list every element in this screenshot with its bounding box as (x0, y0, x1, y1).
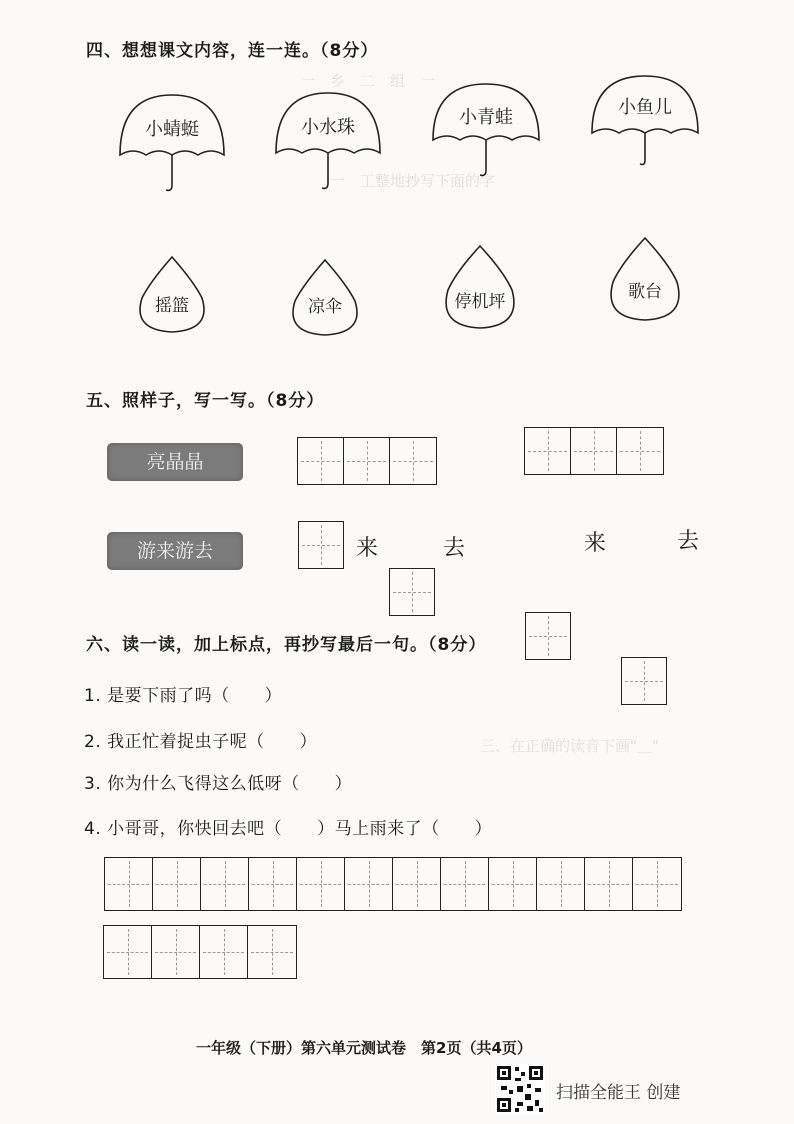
char-lai-2: 来 (584, 531, 607, 556)
answer-cell-2[interactable] (389, 568, 435, 616)
grid-cell[interactable] (344, 438, 390, 484)
drop-label-apron: 停机坪 (454, 292, 506, 312)
grid-cell[interactable] (537, 858, 585, 910)
example-liangjingjing: 亮晶晶 (107, 443, 243, 481)
section4-heading: 四、想想课文内容，连一连。（8分） (86, 41, 379, 61)
grid-cell[interactable] (441, 858, 489, 910)
umbrella-label-dragonfly: 小蜻蜓 (145, 119, 199, 140)
grid-cell[interactable] (345, 858, 393, 910)
grid-cell[interactable] (633, 858, 681, 910)
umbrella-group (0, 0, 794, 360)
char-qu-2: 去 (677, 529, 700, 554)
grid-cell[interactable] (585, 858, 633, 910)
answer-cell-4[interactable] (621, 657, 667, 705)
umbrella-icon (276, 93, 380, 188)
answer-cell-1[interactable] (298, 521, 344, 569)
drop-label-cradle: 摇篮 (155, 296, 189, 316)
drop-label-stage: 歌台 (628, 282, 662, 302)
example-youlaiyouqu: 游来游去 (107, 532, 243, 570)
section6-heading: 六、读一读，加上标点，再抄写最后一句。（8分） (86, 635, 487, 655)
page-footer: 一年级（下册）第六单元测试卷 第2页（共4页） (196, 1039, 532, 1057)
grid-cell[interactable] (200, 926, 248, 978)
answer-grid-2[interactable] (524, 427, 664, 475)
grid-cell[interactable] (248, 926, 296, 978)
scanner-credit: 扫描全能王 创建 (556, 1083, 681, 1103)
copy-grid-row-1[interactable] (104, 857, 682, 911)
sentence-4: 4. 小哥哥，你快回去吧（ ）马上雨来了（ ） (84, 819, 493, 839)
umbrella-label-frog: 小青蛙 (459, 107, 513, 128)
grid-cell[interactable] (393, 858, 441, 910)
qr-code-icon (495, 1064, 545, 1114)
grid-cell[interactable] (201, 858, 249, 910)
umbrella-icon (433, 84, 539, 175)
grid-cell[interactable] (249, 858, 297, 910)
char-qu-1: 去 (443, 536, 466, 561)
drop-label-parasol: 凉伞 (308, 297, 342, 317)
grid-cell[interactable] (525, 428, 571, 474)
grid-cell[interactable] (489, 858, 537, 910)
umbrella-icon (592, 76, 698, 165)
bleed-through-text: 一 乡 二 组 一 (300, 72, 436, 90)
sentence-2: 2. 我正忙着捉虫子呢（ ） (84, 732, 318, 752)
grid-cell[interactable] (152, 926, 200, 978)
answer-grid-1[interactable] (297, 437, 437, 485)
section5-heading: 五、照样子，写一写。（8分） (86, 391, 325, 411)
sentence-3: 3. 你为什么飞得这么低呀（ ） (84, 774, 353, 794)
grid-cell[interactable] (104, 926, 152, 978)
sentence-1: 1. 是要下雨了吗（ ） (84, 686, 283, 706)
grid-cell[interactable] (617, 428, 663, 474)
umbrella-label-fish: 小鱼儿 (618, 97, 672, 118)
grid-cell[interactable] (153, 858, 201, 910)
bleed-through-text: 三、在正确的读音下画"＿" (480, 737, 659, 755)
char-lai-1: 来 (356, 536, 379, 561)
umbrella-label-waterdrop: 小水珠 (301, 117, 355, 138)
answer-cell-3[interactable] (525, 612, 571, 660)
copy-grid-row-2[interactable] (103, 925, 297, 979)
bleed-through-text: 一 工整地抄写下面的字 (330, 172, 496, 190)
umbrella-icon (120, 95, 224, 190)
grid-cell[interactable] (298, 438, 344, 484)
grid-cell[interactable] (297, 858, 345, 910)
grid-cell[interactable] (105, 858, 153, 910)
grid-cell[interactable] (390, 438, 436, 484)
grid-cell[interactable] (571, 428, 617, 474)
